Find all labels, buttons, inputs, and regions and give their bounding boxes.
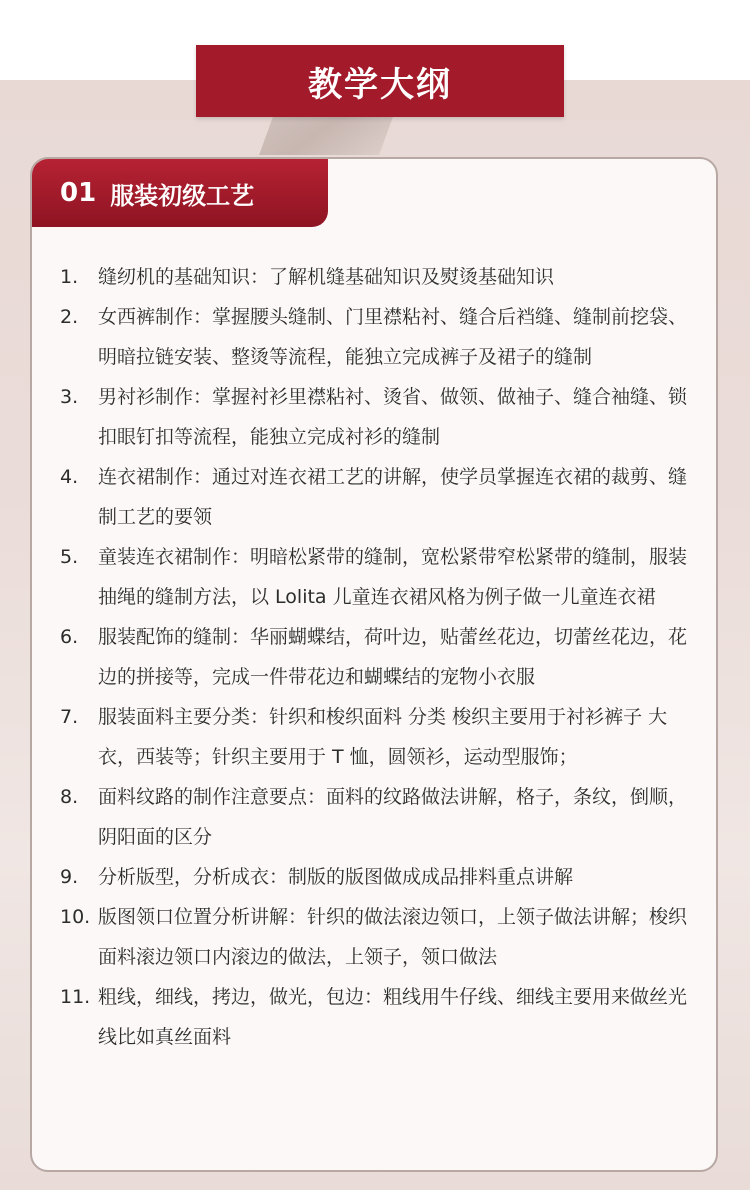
item-text: 面料纹路的制作注意要点：面料的纹路做法讲解，格子，条纹，倒顺，阴阳面的区分 [98, 786, 688, 848]
section-header [32, 159, 328, 227]
list-item [60, 297, 690, 377]
item-text: 分析版型，分析成衣：制版的版图做成成品排料重点讲解 [98, 866, 574, 888]
list-item [60, 777, 690, 857]
list-item [60, 977, 690, 1057]
item-number: 4. [60, 466, 79, 488]
item-text: 服装配饰的缝制：华丽蝴蝶结，荷叶边，贴蕾丝花边，切蕾丝花边，花边的拼接等，完成一件带花边和蝴蝶结的宠物小衣服 [98, 626, 688, 688]
list-item [60, 617, 690, 697]
list-item [60, 857, 690, 897]
list-item [60, 257, 690, 297]
item-text: 服装面料主要分类：针织和梭织面料 分类 梭织主要用于衬衫裤子 大衣，西装等；针织主要用于 T 恤，圆领衫，运动型服饰； [98, 706, 668, 768]
syllabus-list [60, 257, 690, 1057]
item-text: 女西裤制作：掌握腰头缝制、门里襟粘衬、缝合后裆缝、缝制前挖袋、明暗拉链安装、整烫等流程，能独立完成裤子及裙子的缝制 [98, 306, 688, 368]
item-text: 童装连衣裙制作：明暗松紧带的缝制，宽松紧带窄松紧带的缝制，服装抽绳的缝制方法，以 Lolita 儿童连衣裙风格为例子做一儿童连衣裙 [98, 546, 688, 608]
item-text: 粗线，细线，拷边，做光，包边：粗线用牛仔线、细线主要用来做丝光线比如真丝面料 [98, 986, 688, 1048]
list-item [60, 897, 690, 977]
item-number: 11. [60, 986, 91, 1008]
item-number: 2. [60, 306, 79, 328]
item-number: 7. [60, 706, 79, 728]
item-number: 5. [60, 546, 79, 568]
section-number: 01 [60, 178, 97, 208]
list-item [60, 457, 690, 537]
item-number: 9. [60, 866, 79, 888]
title-banner [196, 45, 564, 117]
page-title: 教学大纲 [308, 64, 452, 105]
list-item [60, 537, 690, 617]
list-item [60, 377, 690, 457]
section-title: 服装初级工艺 [110, 181, 255, 210]
item-text: 男衬衫制作：掌握衬衫里襟粘衬、烫省、做领、做袖子、缝合袖缝、锁扣眼钉扣等流程，能独立完成衬衫的缝制 [98, 386, 688, 448]
item-number: 6. [60, 626, 79, 648]
item-number: 10. [60, 906, 91, 928]
item-number: 1. [60, 266, 79, 288]
syllabus-card [30, 157, 718, 1172]
item-text: 版图领口位置分析讲解：针织的做法滚边领口，上领子做法讲解；梭织面料滚边领口内滚边的做法，上领子，领口做法 [98, 906, 688, 968]
item-number: 8. [60, 786, 79, 808]
item-number: 3. [60, 386, 79, 408]
item-text: 缝纫机的基础知识：了解机缝基础知识及熨烫基础知识 [98, 266, 555, 288]
item-text: 连衣裙制作：通过对连衣裙工艺的讲解，使学员掌握连衣裙的裁剪、缝制工艺的要领 [98, 466, 688, 528]
list-item [60, 697, 690, 777]
